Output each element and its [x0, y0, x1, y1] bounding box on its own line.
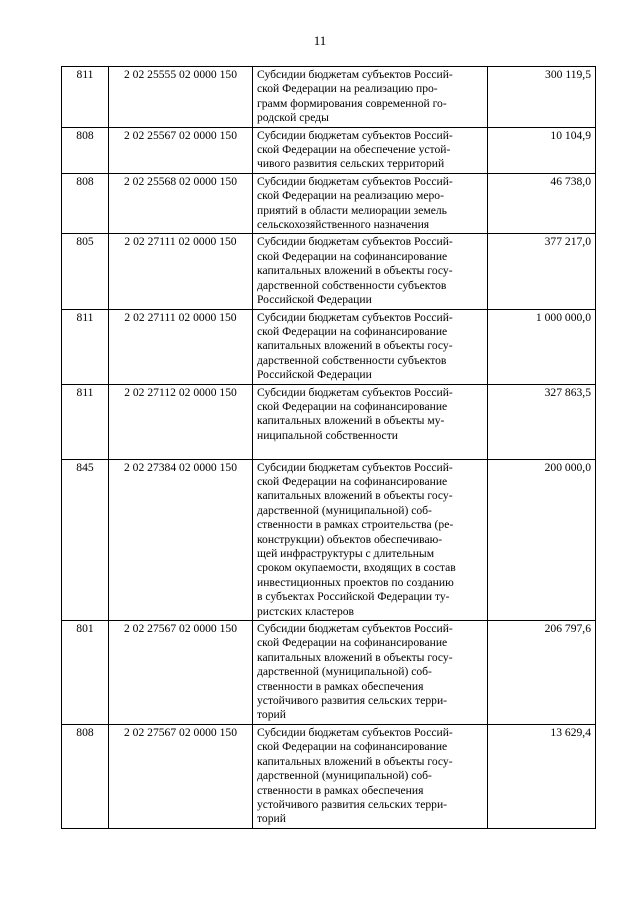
budget-classification-code-cell: 2 02 27567 02 0000 150: [109, 724, 253, 828]
amount-cell: 200 000,0: [488, 459, 596, 620]
description-line: устойчивого развития сельских терри-: [257, 797, 448, 811]
amount-cell: 13 629,4: [488, 724, 596, 828]
budget-classification-code-cell: 2 02 27112 02 0000 150: [109, 384, 253, 459]
description-line: капитальных вложений в объекты госу-: [257, 339, 453, 353]
description-line: ской Федерации на софинансирование: [257, 249, 448, 263]
amount-cell: 300 119,5: [488, 67, 596, 128]
amount-cell: 10 104,9: [488, 127, 596, 173]
amount-cell: 46 738,0: [488, 173, 596, 234]
description-line: Субсидии бюджетам субъектов Россий-: [257, 174, 453, 188]
description-line: ственности в рамках строительства (ре-: [257, 518, 454, 532]
description-line: инвестиционных проектов по созданию: [257, 575, 454, 589]
description-line: ской Федерации на софинансирование: [257, 474, 448, 488]
page-number: 11: [313, 33, 327, 48]
admin-code-cell: 845: [62, 459, 109, 620]
budget-classification-code-cell: 2 02 27111 02 0000 150: [109, 309, 253, 384]
amount-cell: 206 797,6: [488, 621, 596, 725]
description-line: Субсидии бюджетам субъектов Россий-: [257, 622, 453, 636]
description-line: дарственной (муниципальной) соб-: [257, 665, 432, 679]
description-line: грамм формирования современной го-: [257, 96, 447, 110]
description-line: в субъектах Российской Федерации ту-: [257, 590, 450, 604]
description-line: Российской Федерации: [257, 293, 372, 307]
table-row: [62, 173, 596, 234]
table-body: [62, 67, 596, 829]
description-line: торий: [257, 708, 286, 722]
description-line: родской среды: [257, 111, 329, 125]
description-line: капитальных вложений в объекты му-: [257, 414, 445, 428]
description-line: Субсидии бюджетам субъектов Россий-: [257, 460, 453, 474]
description-line: ской Федерации на софинансирование: [257, 324, 448, 338]
admin-code-cell: 811: [62, 384, 109, 459]
description-line: дарственной собственности субъектов: [257, 278, 447, 292]
description-line: Субсидии бюджетам субъектов Россий-: [257, 310, 453, 324]
description-line: устойчивого развития сельских терри-: [257, 694, 448, 708]
admin-code-cell: 811: [62, 67, 109, 128]
description-line: капитальных вложений в объекты госу-: [257, 489, 453, 503]
table-row: [62, 621, 596, 725]
description-line: Российской Федерации: [257, 368, 372, 382]
table-row: [62, 309, 596, 384]
budget-classification-code-cell: 2 02 27384 02 0000 150: [109, 459, 253, 620]
table-row: [62, 724, 596, 828]
revenue-description-cell: [253, 67, 488, 128]
description-line: ской Федерации на софинансирование: [257, 636, 448, 650]
budget-classification-code-cell: 2 02 25555 02 0000 150: [109, 67, 253, 128]
revenue-description-cell: [253, 127, 488, 173]
revenue-description-cell: [253, 724, 488, 828]
admin-code-cell: 808: [62, 724, 109, 828]
budget-classification-code-cell: 2 02 27567 02 0000 150: [109, 621, 253, 725]
table-row: [62, 67, 596, 128]
description-line: ниципальной собственности: [257, 428, 398, 442]
table-row: [62, 234, 596, 309]
description-line: щей инфраструктуры с длительным: [257, 547, 435, 560]
description-line: [257, 443, 483, 457]
description-line: Субсидии бюджетам субъектов Россий-: [257, 128, 453, 142]
revenue-description-cell: [253, 621, 488, 725]
description-line: сроком окупаемости, входящих в состав: [257, 561, 456, 575]
description-line: приятий в области мелиорации земель: [257, 203, 447, 217]
admin-code-cell: 808: [62, 127, 109, 173]
revenue-description-cell: [253, 384, 488, 459]
description-line: дарственной собственности субъектов: [257, 353, 447, 367]
admin-code-cell: 808: [62, 173, 109, 234]
description-line: ской Федерации на софинансирование: [257, 399, 448, 413]
description-line: ской Федерации на реализацию меро-: [257, 189, 444, 203]
budget-classification-code-cell: 2 02 25567 02 0000 150: [109, 127, 253, 173]
description-line: капитальных вложений в объекты госу-: [257, 650, 453, 664]
description-line: чивого развития сельских территорий: [257, 157, 445, 171]
description-line: ской Федерации на софинансирование: [257, 740, 448, 754]
description-line: капитальных вложений в объекты госу-: [257, 754, 453, 768]
description-line: сельскохозяйственного назначения: [257, 218, 430, 232]
description-line: дарственной (муниципальной) соб-: [257, 769, 432, 783]
description-line: капитальных вложений в объекты госу-: [257, 264, 453, 278]
amount-cell: 1 000 000,0: [488, 309, 596, 384]
admin-code-cell: 805: [62, 234, 109, 309]
description-line: Субсидии бюджетам субъектов Россий-: [257, 68, 453, 81]
description-line: торий: [257, 812, 286, 826]
table-row: [62, 459, 596, 620]
description-line: ственности в рамках обеспечения: [257, 783, 424, 797]
description-line: Субсидии бюджетам субъектов Россий-: [257, 235, 453, 249]
table-row: [62, 127, 596, 173]
amount-cell: 377 217,0: [488, 234, 596, 309]
description-line: ственности в рамках обеспечения: [257, 679, 424, 693]
revenue-description-cell: [253, 234, 488, 309]
budget-classification-code-cell: 2 02 25568 02 0000 150: [109, 173, 253, 234]
description-line: Субсидии бюджетам субъектов Россий-: [257, 385, 453, 399]
table-row: [62, 384, 596, 459]
admin-code-cell: 801: [62, 621, 109, 725]
revenue-description-cell: [253, 173, 488, 234]
revenue-description-cell: [253, 309, 488, 384]
budget-revenue-table: [61, 66, 596, 829]
description-line: ской Федерации на реализацию про-: [257, 82, 438, 96]
description-line: Субсидии бюджетам субъектов Россий-: [257, 725, 453, 739]
revenue-description-cell: [253, 459, 488, 620]
admin-code-cell: 811: [62, 309, 109, 384]
description-line: ской Федерации на обеспечение устой-: [257, 143, 451, 157]
description-line: ристских кластеров: [257, 604, 355, 618]
budget-classification-code-cell: 2 02 27111 02 0000 150: [109, 234, 253, 309]
description-line: конструкции) объектов обеспечиваю-: [257, 532, 443, 546]
description-line: дарственной (муниципальной) соб-: [257, 503, 432, 517]
amount-cell: 327 863,5: [488, 384, 596, 459]
